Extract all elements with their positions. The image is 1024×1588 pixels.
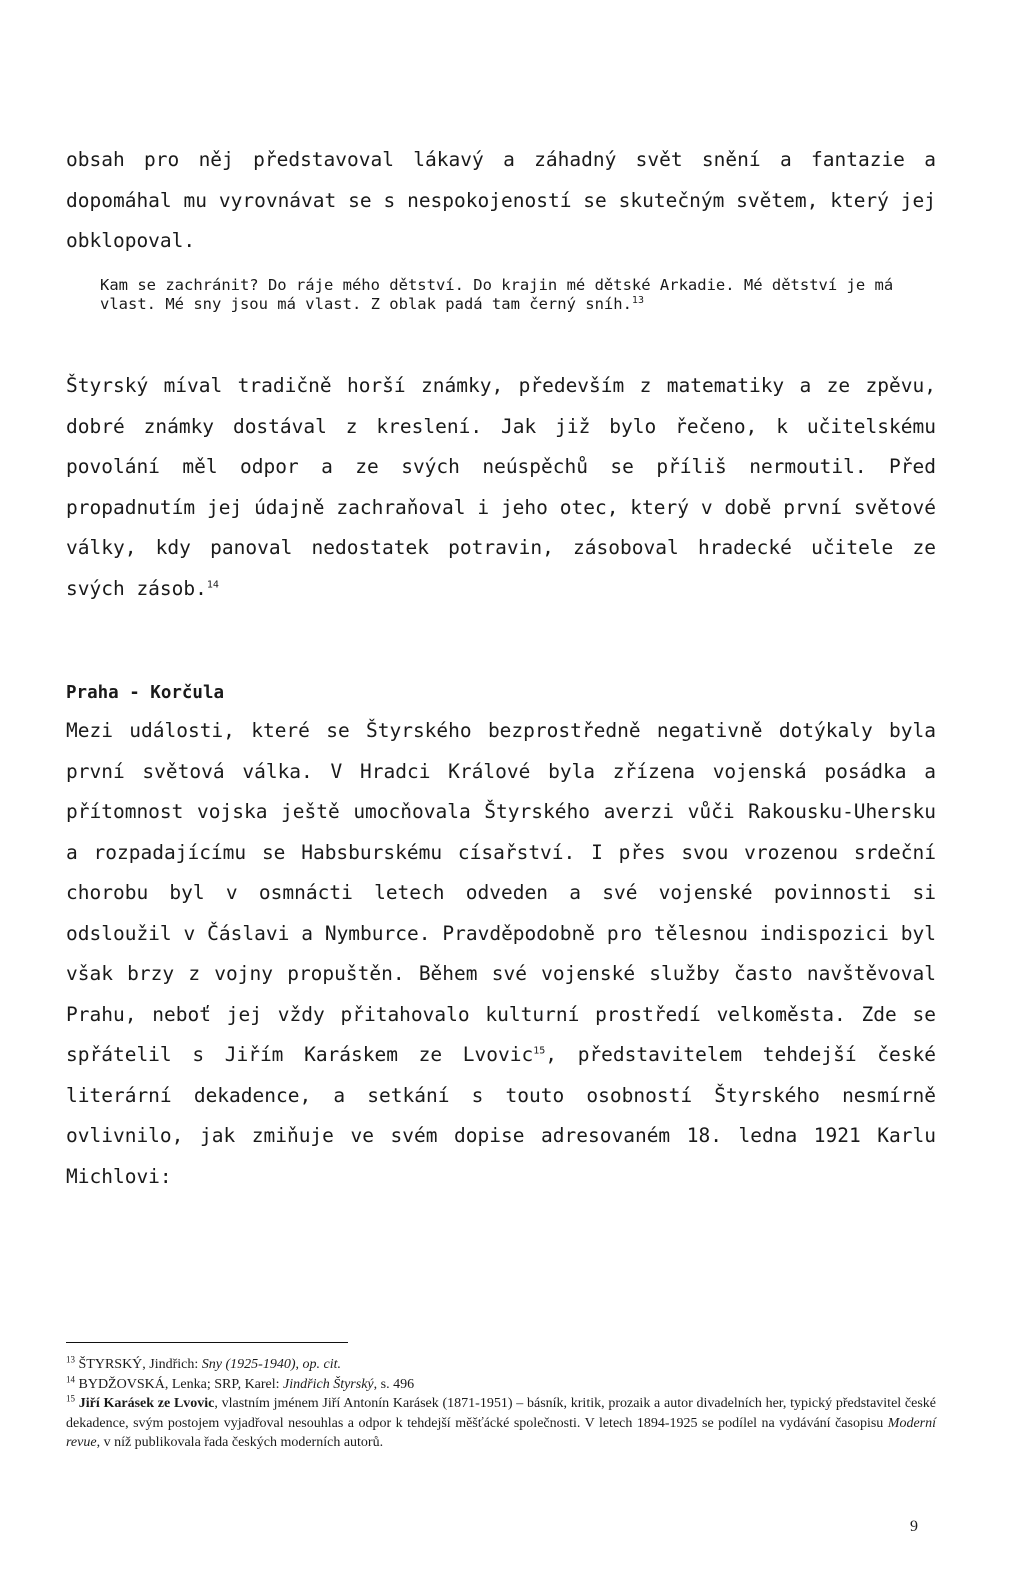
paragraph-1 bbox=[66, 140, 936, 262]
footnote-text: BYDŽOVSKÁ, Lenka; SRP, Karel: bbox=[78, 1376, 284, 1392]
footnote-15 bbox=[66, 1394, 936, 1453]
section-heading: Praha - Korčula bbox=[66, 683, 225, 703]
paragraph-3-text-b: , představitelem tehdejší české literární dekadence, a setkání s touto osobností Štyrského nesmírně ovlivnilo, jak zmiňuje ve svém dopise adresovaném 18. ledna 1921 Karlu Michlovi: bbox=[66, 1043, 936, 1188]
paragraph-2-text: Štyrský míval tradičně horší známky, především z matematiky a ze zpěvu, dobré známky dostával z kreslení. Jak již bylo řečeno, k učitelskému povolání měl odpor a ze svých neúspěchů se příliš nermoutil. Před propadnutím jej údajně zachraňoval i jeho otec, který v době první světové války, kdy panoval nedostatek potravin, zásoboval hradecké učitele ze svých zásob. bbox=[66, 374, 936, 600]
paragraph-3-text-a: Mezi události, které se Štyrského bezprostředně negativně dotýkaly byla první světová válka. V Hradci Králové byla zřízena vojenská posádka a přítomnost vojska ještě umocňovala Štyrského averzi vůči Rakousku-Uhersku a rozpadajícímu se Habsburskému císařství. I přes svou vrozenou srdeční chorobu byl v osmnácti letech odveden a své vojenské povinnosti si odsloužil v Čáslavi a Nymburce. Pravděpodobně pro tělesnou indispozici byl však brzy z vojny propuštěn. Během své vojenské služby často navštěvoval Prahu, neboť jej vždy přitahovalo kulturní prostředí velkoměsta. Zde se spřátelil s Jiřím Karáskem ze Lvovic bbox=[66, 719, 936, 1066]
footnote-13 bbox=[66, 1355, 936, 1375]
footnote-name: Jiří Karásek ze Lvovic bbox=[78, 1396, 215, 1411]
footnote-14 bbox=[66, 1375, 936, 1395]
footnote-citation: op. cit. bbox=[302, 1357, 341, 1372]
footnote-title: Jindřich Štyrský bbox=[283, 1376, 374, 1392]
paragraph-3 bbox=[66, 711, 936, 1197]
footnote-ref-13: 13 bbox=[631, 294, 644, 306]
footnote-title: Moderní revue bbox=[66, 1415, 936, 1450]
footnotes bbox=[66, 1355, 936, 1453]
footnote-number: 14 bbox=[66, 1373, 75, 1384]
footnote-number: 13 bbox=[66, 1354, 75, 1365]
page-number: 9 bbox=[910, 1518, 918, 1535]
quotation bbox=[100, 276, 906, 314]
footnote-text: , s. 496 bbox=[373, 1376, 415, 1392]
footnote-title: Sny (1925-1940) bbox=[201, 1357, 296, 1372]
footnote-text: , vlastním jménem Jiří Antonín Karásek (1871-1951) – básník, kritik, prozaik a autor divadelních her, typický představitel české dekadence, svým postojem vyjadřoval nesouhlas a odpor k tehdejší měšťácké společnosti. V letech 1894-1925 se podílel na vydávání časopisu bbox=[66, 1396, 936, 1431]
footnote-ref-15: 15 bbox=[533, 1045, 546, 1057]
quotation-text: Kam se zachránit? Do ráje mého dětství. Do krajin mé dětské Arkadie. Mé dětství je má vlast. Mé sny jsou má vlast. Z oblak padá tam černý sníh. bbox=[100, 276, 894, 313]
footnote-text: , v níž publikovala řada českých moderních autorů. bbox=[96, 1435, 384, 1450]
footnote-text: ŠTYRSKÝ, Jindřich: bbox=[78, 1357, 202, 1372]
footnote-number: 15 bbox=[66, 1393, 75, 1404]
paragraph-1-text: obsah pro něj představoval lákavý a záhadný svět snění a fantazie a dopomáhal mu vyrovnávat se s nespokojeností se skutečným světem, který jej obklopoval. bbox=[66, 148, 936, 252]
footnote-divider bbox=[66, 1342, 348, 1343]
footnote-ref-14: 14 bbox=[206, 579, 219, 590]
paragraph-2 bbox=[66, 366, 936, 609]
footnote-text: , bbox=[295, 1357, 303, 1372]
